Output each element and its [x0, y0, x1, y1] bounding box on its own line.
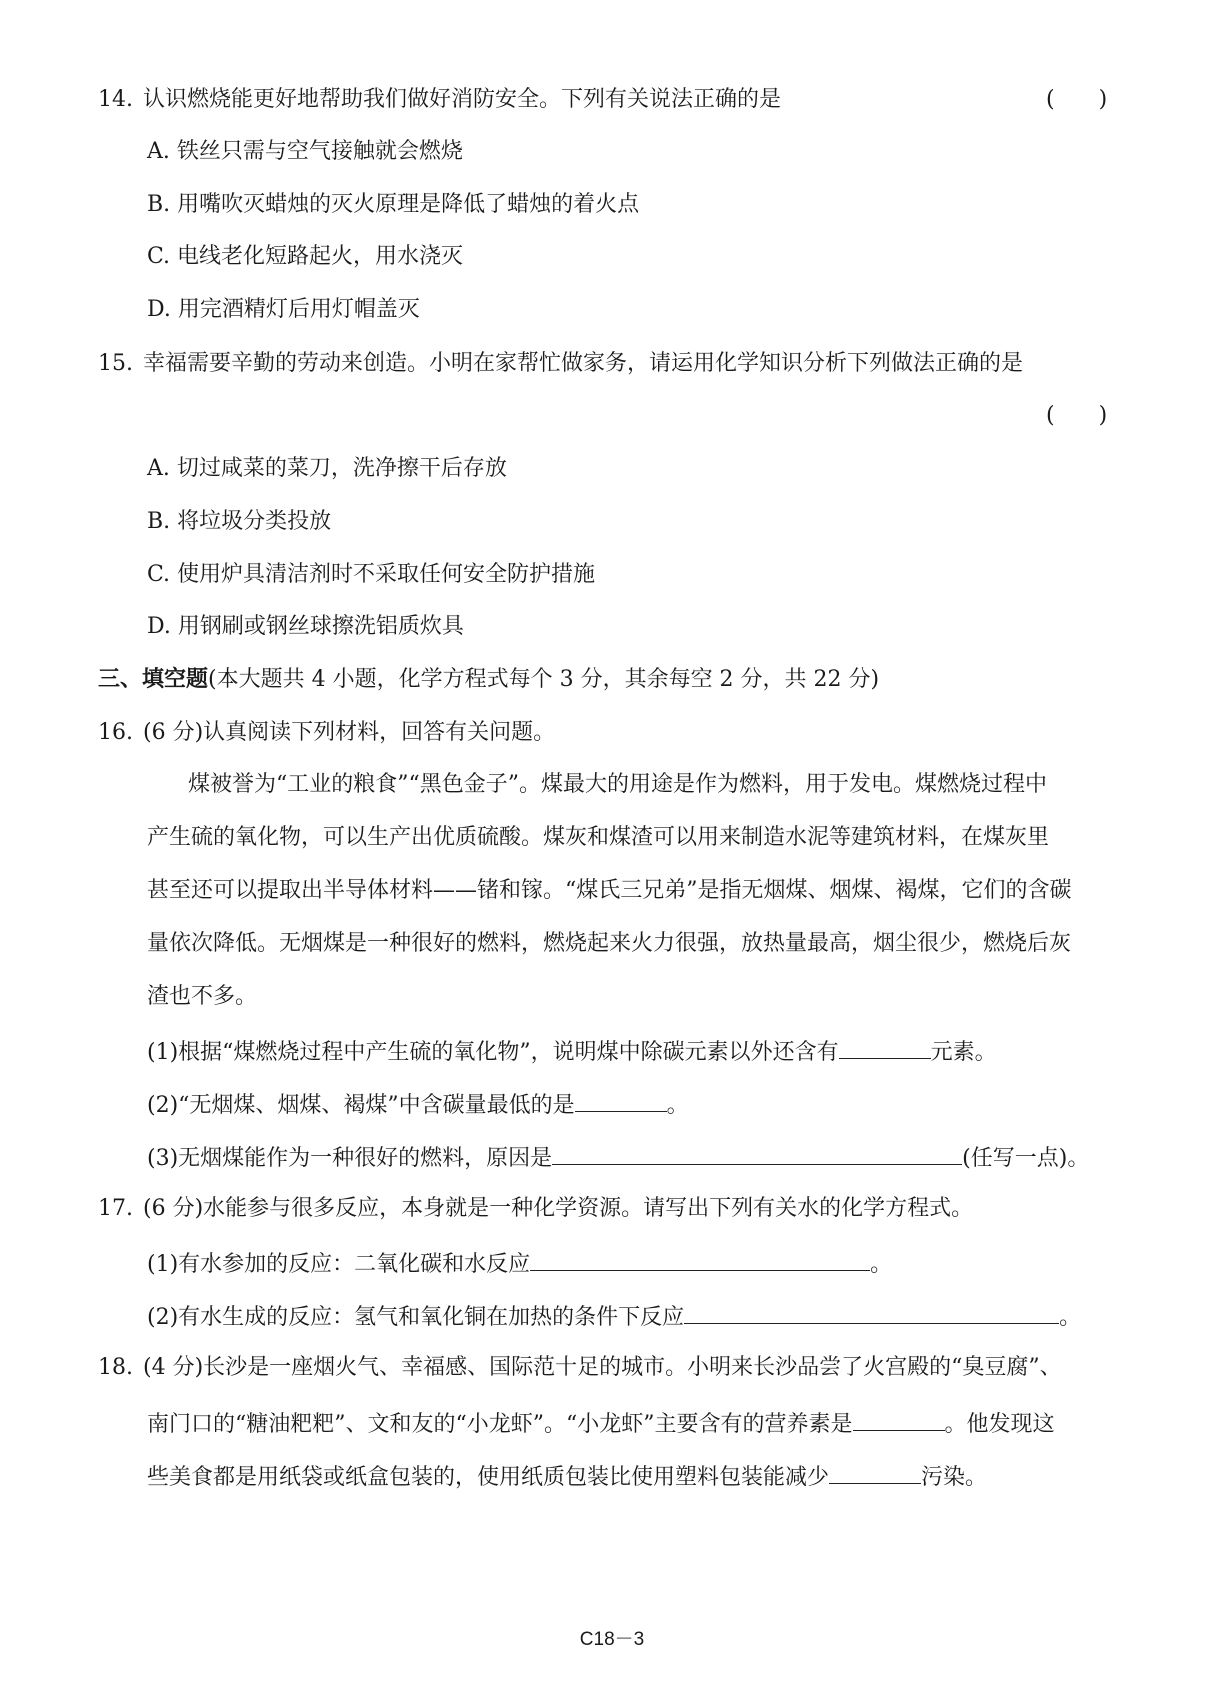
- q15-stem: 幸福需要辛勤的劳动来创造。小明在家帮忙做家务，请运用化学知识分析下列做法正确的是: [143, 351, 1024, 376]
- q16-stem: (6 分)认真阅读下列材料，回答有关问题。: [143, 720, 556, 745]
- q17-number: 17.: [98, 1196, 133, 1221]
- q17-stem-line: [98, 1193, 973, 1225]
- q18-line3-text: 些美食都是用纸袋或纸盒包装的，使用纸质包装比使用塑料包装能减少: [147, 1465, 830, 1490]
- answer-blank[interactable]: [530, 1246, 870, 1271]
- q15-option-c: C. 使用炉具清洁剂时不采取任何安全防护措施: [147, 562, 596, 587]
- q16-stem-line: [98, 717, 555, 749]
- q16-sub3-text: (3)无烟煤能作为一种很好的燃料，原因是: [147, 1146, 553, 1171]
- q16-sub1-text: (1)根据“煤燃烧过程中产生硫的氧化物”，说明煤中除碳元素以外还含有: [147, 1040, 839, 1065]
- q17-sub2-text: (2)有水生成的反应：氢气和氧化铜在加热的条件下反应: [147, 1305, 685, 1330]
- q16-passage-line: 量依次降低。无烟煤是一种很好的燃料，燃烧起来火力很强，放热量最高，烟尘很少，燃烧后灰: [147, 931, 1072, 956]
- q16-passage-line: 渣也不多。: [147, 984, 258, 1009]
- q16-sub2-text: (2)“无烟煤、烟煤、褐煤”中含碳量最低的是: [147, 1093, 575, 1118]
- q15-option-a: A. 切过咸菜的菜刀，洗净擦干后存放: [147, 456, 507, 481]
- q15-number: 15.: [98, 351, 133, 376]
- q14-option-c: C. 电线老化短路起火，用水浇灭: [147, 244, 464, 269]
- q17-sub2: [147, 1299, 1081, 1334]
- q18-stem-line: [98, 1352, 1062, 1384]
- q16-sub1-tail: 元素。: [930, 1040, 997, 1065]
- answer-blank[interactable]: [575, 1087, 667, 1112]
- q16-passage-line: 甚至还可以提取出半导体材料——锗和镓。“煤氏三兄弟”是指无烟煤、烟煤、褐煤，它们的含碳: [147, 878, 1072, 903]
- q18-line1: (4 分)长沙是一座烟火气、幸福感、国际范十足的城市。小明来长沙品尝了火宫殿的“臭豆腐”、: [143, 1355, 1062, 1380]
- answer-blank[interactable]: [853, 1406, 945, 1431]
- q16-number: 16.: [98, 720, 133, 745]
- q14-stem: 认识燃烧能更好地帮助我们做好消防安全。下列有关说法正确的是: [143, 87, 782, 112]
- q17-sub1: [147, 1246, 892, 1281]
- q15-answer-bracket[interactable]: ( ): [1046, 403, 1108, 428]
- q18-number: 18.: [98, 1355, 133, 1380]
- q17-sub1-text: (1)有水参加的反应：二氧化碳和水反应: [147, 1252, 531, 1277]
- section-header: [98, 664, 879, 696]
- q16-sub3: [147, 1140, 1089, 1175]
- q15-stem-line: [98, 348, 1023, 380]
- q16-sub1: [147, 1034, 997, 1069]
- q14-number: 14.: [98, 87, 133, 112]
- q16-sub2-tail: 。: [666, 1093, 689, 1118]
- q16-passage-line: 煤被誉为“工业的粮食”“黑色金子”。煤最大的用途是作为燃料，用于发电。煤燃烧过程中: [188, 772, 1047, 797]
- answer-blank[interactable]: [684, 1299, 1059, 1324]
- q16-sub2: [147, 1087, 689, 1122]
- section-title: 三、填空题: [98, 667, 209, 692]
- q14-option-b: B. 用嘴吹灭蜡烛的灭火原理是降低了蜡烛的着火点: [147, 192, 640, 217]
- q18-line2-text: 南门口的“糖油粑粑”、文和友的“小龙虾”。“小龙虾”主要含有的营养素是: [147, 1412, 853, 1437]
- q18-line3: [147, 1459, 987, 1494]
- page-code: C18－3: [579, 1629, 645, 1650]
- q16-sub3-tail: (任写一点)。: [962, 1146, 1090, 1171]
- q18-line3-tail: 污染。: [921, 1465, 988, 1490]
- q17-stem: (6 分)水能参与很多反应，本身就是一种化学资源。请写出下列有关水的化学方程式。: [143, 1196, 974, 1221]
- q14-stem-line: [98, 84, 781, 116]
- q16-passage-line: 产生硫的氧化物，可以生产出优质硫酸。煤灰和煤渣可以用来制造水泥等建筑材料，在煤灰里: [147, 825, 1050, 850]
- q14-option-a: A. 铁丝只需与空气接触就会燃烧: [147, 139, 463, 164]
- q17-sub2-tail: 。: [1059, 1305, 1082, 1330]
- answer-blank[interactable]: [552, 1140, 962, 1165]
- answer-blank[interactable]: [829, 1459, 921, 1484]
- q15-option-d: D. 用钢刷或钢丝球擦洗铝质炊具: [147, 614, 464, 639]
- answer-blank[interactable]: [839, 1034, 931, 1059]
- q15-option-b: B. 将垃圾分类投放: [147, 509, 332, 534]
- section-note: (本大题共 4 小题，化学方程式每个 3 分，其余每空 2 分，共 22 分): [208, 667, 880, 692]
- q14-option-d: D. 用完酒精灯后用灯帽盖灭: [147, 297, 420, 322]
- q17-sub1-tail: 。: [870, 1252, 893, 1277]
- q18-line2: [147, 1406, 1055, 1441]
- q14-answer-bracket[interactable]: ( ): [1046, 87, 1108, 112]
- q18-line2-tail: 。他发现这: [944, 1412, 1055, 1437]
